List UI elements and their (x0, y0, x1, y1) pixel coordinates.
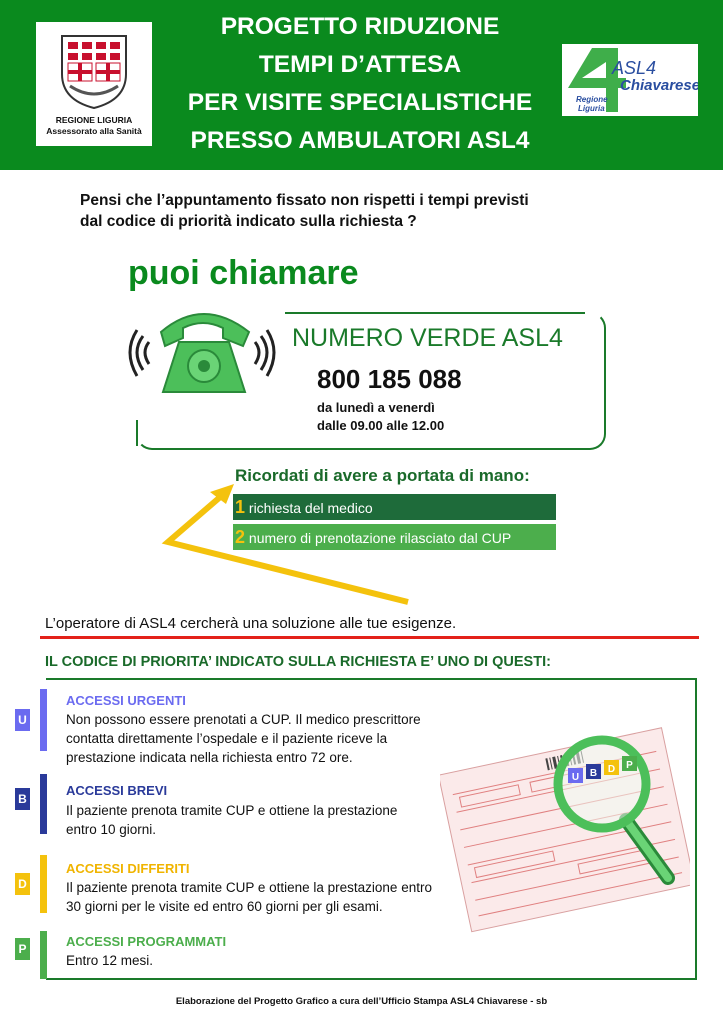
telephone-icon (125, 296, 285, 416)
regione-text: Regione (576, 95, 608, 104)
liguria-text: Liguria (578, 104, 605, 113)
asl4-chiavarese-logo (562, 44, 698, 116)
reminder-number-2: 2 (235, 527, 246, 547)
regione-liguria-logo (36, 22, 152, 146)
priority-bar-p (40, 931, 47, 979)
title-line-1: PROGETTO RIDUZIONE (220, 13, 500, 40)
reminder-number-1: 1 (235, 497, 246, 517)
reminder-title: Ricordati di avere a portata di mano: (235, 466, 530, 485)
question-text: Pensi che l’appuntamento fissato non rispetti i tempi previsti dal codice di priorità indicato sulla richiesta ? (80, 192, 529, 230)
magnifier-letter-p: P (626, 760, 633, 771)
regione-liguria-label: REGIONE LIGURIA (55, 115, 133, 125)
phone-number[interactable]: 800 185 088 (317, 364, 462, 394)
category-desc-programmati: Entro 12 mesi. (66, 953, 154, 968)
magnifier-letter-d: D (607, 764, 616, 775)
assessorato-label: Assessorato alla Sanità (46, 126, 142, 136)
priority-badge-d: D (15, 873, 30, 895)
page-title (160, 8, 560, 160)
reminder-item-2 (233, 524, 556, 550)
numero-verde-box-left-border (136, 420, 138, 446)
call-heading: puoi chiamare (128, 254, 359, 292)
category-desc-urgenti: Non possono essere prenotati a CUP. Il medico prescrittore contatta direttamente l’ospedale e il paziente riceve la prestazione indicata nella richiesta entro 72 ore. (66, 712, 421, 765)
priority-badge-b: B (15, 788, 30, 810)
category-title-programmati: ACCESSI PROGRAMMATI (66, 934, 227, 949)
category-title-urgenti: ACCESSI URGENTI (66, 693, 186, 708)
regione-liguria-shield-icon (58, 30, 130, 110)
category-title-brevi: ACCESSI BREVI (66, 783, 168, 798)
numero-verde-box-top-border (285, 312, 585, 314)
title-line-3: PER VISITE SPECIALISTICHE (187, 89, 533, 116)
title-line-4: PRESSO AMBULATORI ASL4 (190, 127, 530, 154)
opening-times: dalle 09.00 alle 12.00 (317, 418, 445, 433)
codice-heading: IL CODICE DI PRIORITA’ INDICATO SULLA RICHIESTA E’ UNO DI QUESTI: (45, 654, 551, 670)
opening-hours (317, 399, 444, 435)
operatore-text: L’operatore di ASL4 cercherà una soluzione alle tue esigenze. (45, 615, 457, 632)
magnifier-letter-b: B (589, 768, 598, 779)
priority-badge-u: U (15, 709, 30, 731)
prescription-magnifier-illustration (440, 702, 690, 952)
reminder-item-1 (233, 494, 556, 520)
asl4-logo-icon (562, 44, 698, 116)
footer-credit: Elaborazione del Progetto Grafico a cura dell’Ufficio Stampa ASL4 Chiavarese - sb (175, 996, 548, 1007)
category-desc-differiti: Il paziente prenota tramite CUP e ottiene la prestazione entro 30 giorni per le visite ed entro 60 giorni per gli esami. (66, 880, 432, 914)
priority-bar-u (40, 689, 47, 751)
numero-verde-title: NUMERO VERDE ASL4 (292, 324, 563, 352)
priority-badge-p: P (15, 938, 30, 960)
asl4-brand-text: ASL4 (612, 58, 657, 78)
magnifier-letter-u: U (571, 772, 580, 783)
red-divider (40, 636, 699, 639)
opening-days: da lunedì a venerdì (317, 400, 435, 415)
category-title-differiti: ACCESSI DIFFERITI (66, 861, 190, 876)
title-line-2: TEMPI D’ATTESA (258, 51, 462, 78)
priority-bar-d (40, 855, 47, 913)
category-desc-brevi: Il paziente prenota tramite CUP e ottiene la prestazione entro 10 giorni. (66, 803, 398, 837)
reminder-text-1: richiesta del medico (248, 500, 373, 516)
asl4-name-text: Chiavarese (620, 77, 698, 94)
priority-bar-b (40, 774, 47, 834)
reminder-text-2: numero di prenotazione rilasciato dal CUP (248, 530, 512, 546)
